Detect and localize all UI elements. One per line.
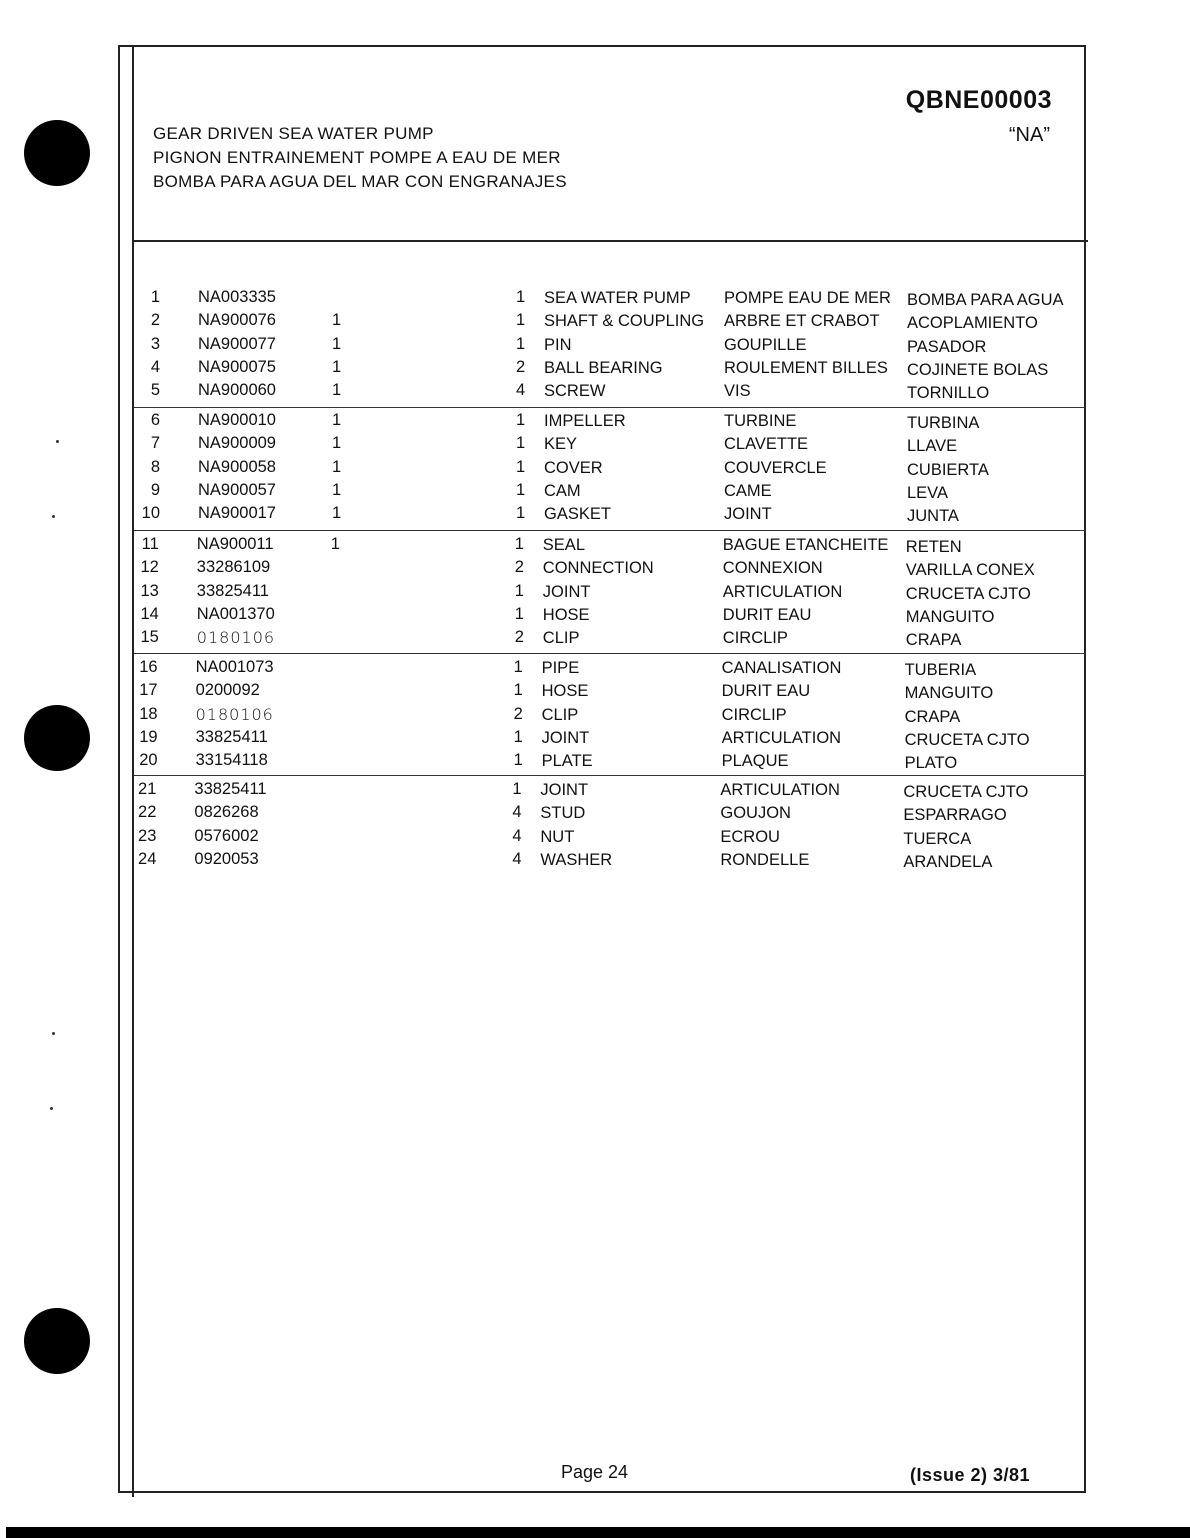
description-spanish: PASADOR [907, 337, 987, 356]
reference-qty: 1 [332, 457, 342, 476]
description-spanish: TORNILLO [907, 384, 990, 403]
title-french: PIGNON ENTRAINEMENT POMPE A EAU DE MER [153, 148, 561, 167]
description-english: HOSE [542, 605, 590, 624]
table-row [0, 432, 1190, 455]
description-spanish: CRUCETA CJTO [905, 584, 1031, 603]
description-english: JOINT [542, 582, 591, 601]
description-english: HOSE [541, 682, 589, 701]
part-number: 33825411 [196, 581, 269, 600]
description-spanish: VARILLA CONEX [905, 561, 1035, 580]
quantity: 2 [514, 628, 524, 647]
part-number: NA900075 [198, 357, 276, 376]
part-number: NA001073 [195, 658, 274, 676]
item-number: 19 [139, 727, 158, 746]
item-number: 9 [150, 480, 160, 499]
description-english: JOINT [540, 781, 589, 799]
part-number: 0920053 [194, 849, 259, 868]
table-row [0, 778, 1190, 801]
quantity: 4 [512, 803, 522, 822]
group-divider [134, 653, 1086, 654]
description-spanish: TUERCA [903, 829, 972, 848]
quantity: 1 [516, 480, 526, 499]
document-variant: “NA” [1008, 124, 1050, 146]
description-french: COUVERCLE [724, 458, 827, 477]
item-number: 3 [150, 334, 160, 353]
item-number: 18 [139, 704, 158, 723]
quantity: 1 [516, 411, 526, 429]
quantity: 1 [516, 311, 526, 330]
issue-date: (Issue 2) 3/81 [910, 1465, 1031, 1485]
description-spanish: CRAPA [905, 631, 962, 650]
part-number: 33825411 [194, 780, 267, 798]
part-number: 0576002 [194, 826, 259, 845]
title-english: GEAR DRIVEN SEA WATER PUMP [153, 124, 434, 143]
part-number: NA003335 [198, 288, 276, 306]
item-number: 12 [140, 558, 159, 577]
description-english: IMPELLER [544, 412, 626, 430]
part-number: 33154118 [195, 751, 268, 770]
description-spanish: ACOPLAMIENTO [907, 314, 1038, 333]
table-row [0, 580, 1190, 603]
part-number: 0180106 [196, 628, 276, 648]
item-number: 14 [140, 604, 159, 623]
description-spanish: CRUCETA CJTO [904, 730, 1030, 749]
part-number: 0180106 [195, 704, 274, 724]
item-number: 16 [139, 658, 158, 676]
part-number: 0200092 [195, 681, 260, 700]
table-row [0, 502, 1190, 525]
table-row [0, 825, 1190, 848]
table-row [0, 848, 1190, 871]
item-number: 11 [141, 535, 159, 553]
description-french: POMPE EAU DE MER [724, 289, 891, 307]
table-row [0, 409, 1190, 432]
description-english: JOINT [541, 728, 590, 747]
description-english: PLATE [541, 752, 593, 771]
quantity: 2 [514, 558, 524, 577]
quantity: 1 [513, 751, 523, 770]
document-title [153, 122, 567, 194]
table-row [0, 356, 1190, 379]
table-row [0, 726, 1190, 749]
table-row [0, 533, 1190, 556]
description-english: WASHER [540, 850, 613, 869]
quantity: 1 [514, 581, 524, 600]
reference-qty: 1 [332, 480, 342, 499]
description-spanish: JUNTA [907, 507, 959, 526]
quantity: 1 [513, 727, 523, 746]
reference-qty: 1 [332, 334, 342, 353]
description-spanish: COJINETE BOLAS [907, 360, 1049, 379]
part-number: NA900011 [196, 535, 274, 553]
quantity: 1 [516, 434, 526, 453]
description-spanish: TUBERIA [904, 661, 977, 679]
description-spanish: MANGUITO [905, 607, 995, 626]
description-french: CONNEXION [722, 559, 823, 578]
description-french: CANALISATION [721, 659, 842, 677]
document-code: QBNE00003 [905, 86, 1052, 114]
reference-qty: 1 [332, 411, 342, 429]
page-number: Page 24 [561, 1462, 629, 1482]
title-spanish: BOMBA PARA AGUA DEL MAR CON ENGRANAJES [153, 172, 567, 191]
item-number: 13 [140, 581, 159, 600]
group-divider [134, 530, 1086, 531]
description-spanish: ESPARRAGO [903, 806, 1007, 825]
table-row [0, 749, 1190, 772]
part-number: NA900076 [198, 311, 276, 330]
part-number: NA001370 [196, 604, 275, 623]
description-english: SEAL [542, 536, 585, 554]
item-number: 1 [150, 288, 160, 306]
description-spanish: RETEN [905, 538, 962, 556]
quantity: 1 [514, 535, 524, 553]
quantity: 1 [516, 334, 526, 353]
description-spanish: CUBIERTA [907, 460, 989, 479]
description-english: CLIP [541, 705, 579, 724]
quantity: 1 [513, 681, 523, 700]
description-french: BAGUE ETANCHEITE [722, 536, 889, 554]
table-row [0, 703, 1190, 726]
quantity: 2 [513, 704, 523, 723]
reference-qty: 1 [332, 311, 342, 330]
item-number: 22 [138, 803, 157, 822]
part-number: 33825411 [195, 727, 268, 746]
quantity: 1 [513, 658, 523, 676]
table-row [0, 801, 1190, 824]
part-number: NA900058 [198, 457, 276, 476]
quantity: 4 [512, 849, 522, 868]
description-english: SEA WATER PUMP [544, 289, 691, 307]
part-number: NA900010 [198, 411, 276, 429]
quantity: 1 [516, 457, 526, 476]
item-number: 5 [150, 381, 160, 400]
table-row [0, 456, 1190, 479]
table-row [0, 379, 1190, 402]
description-french: CAME [724, 481, 772, 500]
table-row [0, 286, 1190, 309]
description-english: CONNECTION [542, 559, 654, 578]
item-number: 8 [150, 457, 160, 476]
item-number: 21 [138, 780, 157, 798]
description-french: ARTICULATION [720, 781, 840, 799]
description-french: CLAVETTE [724, 435, 809, 454]
description-english: BALL BEARING [544, 358, 663, 377]
description-french: CIRCLIP [721, 705, 787, 724]
description-english: SCREW [544, 382, 606, 401]
item-number: 4 [150, 357, 160, 376]
part-number: NA900057 [198, 480, 276, 499]
part-number: NA900077 [198, 334, 276, 353]
description-spanish: TURBINA [907, 414, 980, 432]
description-french: ARBRE ET CRABOT [724, 312, 880, 331]
table-row [0, 556, 1190, 579]
table-row [0, 656, 1190, 679]
description-english: NUT [540, 827, 575, 846]
item-number: 15 [140, 628, 159, 647]
part-number: NA900060 [198, 381, 276, 400]
description-french: VIS [724, 382, 751, 401]
group-divider [134, 775, 1086, 776]
item-number: 24 [138, 849, 157, 868]
item-number: 20 [139, 751, 158, 770]
item-number: 6 [150, 411, 160, 429]
description-french: DURIT EAU [722, 605, 812, 624]
description-english: CAM [544, 481, 581, 500]
table-row [0, 309, 1190, 332]
reference-qty: 1 [332, 434, 342, 453]
description-spanish: PLATO [904, 754, 958, 773]
description-english: STUD [540, 804, 586, 823]
description-spanish: CRUCETA CJTO [903, 783, 1029, 801]
description-spanish: ARANDELA [903, 852, 993, 871]
description-english: SHAFT & COUPLING [544, 312, 705, 331]
item-number: 10 [141, 504, 160, 523]
header-divider [132, 240, 1088, 242]
description-french: GOUJON [720, 804, 791, 823]
group-divider [134, 407, 1086, 408]
reference-qty: 1 [330, 535, 340, 553]
description-spanish: LLAVE [907, 437, 958, 456]
reference-qty: 1 [332, 381, 342, 400]
scan-speck [52, 1032, 55, 1035]
item-number: 2 [150, 311, 160, 330]
quantity: 1 [514, 604, 524, 623]
table-row [0, 479, 1190, 502]
description-english: COVER [544, 458, 603, 477]
table-row [0, 679, 1190, 702]
description-spanish: LEVA [907, 483, 948, 502]
description-french: ROULEMENT BILLES [724, 358, 888, 377]
description-spanish: MANGUITO [904, 684, 994, 703]
scan-edge-bar [6, 1527, 1190, 1538]
table-row [0, 333, 1190, 356]
scan-speck [50, 1107, 53, 1110]
part-number: NA900009 [198, 434, 276, 453]
description-english: PIN [544, 335, 572, 354]
part-number: 0826268 [194, 803, 259, 822]
description-french: GOUPILLE [724, 335, 807, 354]
description-english: KEY [544, 435, 578, 454]
description-french: JOINT [724, 505, 772, 524]
description-french: ECROU [720, 827, 780, 846]
description-french: DURIT EAU [721, 682, 811, 701]
binder-hole-bottom [24, 1308, 90, 1374]
description-spanish: CRAPA [904, 707, 961, 726]
part-number: NA900017 [198, 504, 276, 523]
description-french: ARTICULATION [721, 728, 842, 747]
description-english: GASKET [544, 505, 611, 524]
item-number: 17 [139, 681, 158, 700]
quantity: 4 [512, 826, 522, 845]
description-french: PLAQUE [721, 752, 789, 771]
item-number: 23 [138, 826, 157, 845]
description-french: RONDELLE [720, 850, 810, 869]
description-french: ARTICULATION [722, 582, 843, 601]
part-number: 33286109 [196, 558, 271, 577]
table-row [0, 603, 1190, 626]
quantity: 1 [516, 504, 526, 523]
reference-qty: 1 [332, 357, 342, 376]
table-row [0, 626, 1190, 649]
description-french: CIRCLIP [722, 629, 788, 648]
reference-qty: 1 [332, 504, 342, 523]
binder-hole-top [24, 120, 90, 186]
quantity: 4 [516, 381, 526, 400]
quantity: 1 [516, 288, 526, 306]
description-spanish: BOMBA PARA AGUA [907, 291, 1064, 309]
description-english: CLIP [542, 629, 580, 648]
description-french: TURBINE [724, 412, 797, 430]
description-english: PIPE [541, 659, 580, 677]
quantity: 1 [512, 780, 522, 798]
item-number: 7 [150, 434, 160, 453]
quantity: 2 [516, 357, 526, 376]
